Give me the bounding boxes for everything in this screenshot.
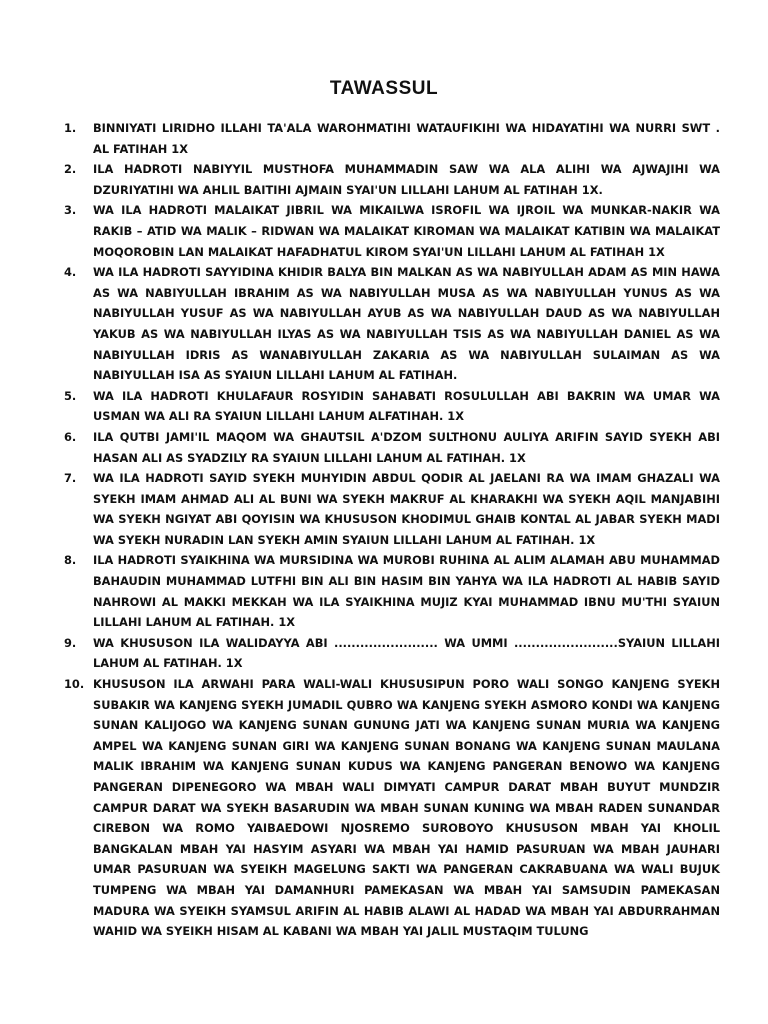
item-text: BINNIYATI LIRIDHO ILLAHI TA'ALA WAROHMATIHI WATAUFIKIHI WA HIDAYATIHI WA NURRI SWT . AL FATIHAH 1X bbox=[93, 121, 720, 156]
item-text: WA ILA HADROTI SAYID SYEKH MUHYIDIN ABDUL QODIR AL JAELANI RA WA IMAM GHAZALI WA SYEKH IMAM AHMAD ALI AL BUNI WA SYEKH MAKRUF AL KHARAKHI WA SYEKH AQIL MANJABIHI WA SYEKH NGIYAT ABI QOYISIN WA KHUSUSON KHODIMUL GHAIB KONTAL AL JABAR SYEKH MADI WA SYEKH NURADIN LAN SYEKH AMIN SYAIUN LILLAHI LAHUM AL FATIHAH. 1X bbox=[93, 471, 720, 547]
list-item bbox=[64, 118, 720, 159]
list-item bbox=[64, 159, 720, 200]
list-item bbox=[64, 550, 720, 632]
item-number: 9. bbox=[64, 635, 77, 650]
list-item bbox=[64, 468, 720, 550]
list-item bbox=[64, 674, 720, 942]
item-number: 3. bbox=[64, 203, 77, 218]
list-item bbox=[64, 262, 720, 386]
item-number: 1. bbox=[64, 121, 77, 135]
item-text: WA ILA HADROTI KHULAFAUR ROSYIDIN SAHABATI ROSULULLAH ABI BAKRIN WA UMAR WA USMAN WA ALI RA SYAIUN LILLAHI LAHUM ALFATIHAH. 1X bbox=[93, 388, 720, 424]
item-number: 5. bbox=[64, 388, 77, 403]
item-text: ILA HADROTI NABIYYIL MUSTHOFA MUHAMMADIN SAW WA ALA ALIHI WA AJWAJIHI WA DZURIYATIHI WA AHLIL BAITIHI AJMAIN SYAI'UN LILLAHI LAHUM AL FATIHAH 1X. bbox=[93, 162, 720, 197]
item-number: 2. bbox=[64, 162, 77, 177]
tawassul-list bbox=[64, 118, 720, 942]
list-item bbox=[64, 427, 720, 468]
item-text: KHUSUSON ILA ARWAHI PARA WALI-WALI KHUSUSIPUN PORO WALI SONGO KANJENG SYEKH SUBAKIR WA KANJENG SYEKH JUMADIL QUBRO WA KANJENG SYEKH ASMORO KONDI WA KANJENG SUNAN KALIJOGO WA KANJENG SUNAN GUNUNG JATI WA KANJENG SUNAN MURIA WA KANJENG AMPEL WA KANJENG SUNAN GIRI WA KANJENG SUNAN BONANG WA KANJENG SUNAN MAULANA MALIK IBRAHIM WA KANJENG SUNAN KUDUS WA KANJENG PANGERAN BENOWO WA KANJENG PANGERAN DIPENEGORO WA MBAH WALI DIMYATI CAMPUR DARAT MBAH BUYUT MUNDZIR CAMPUR DARAT WA SYEKH BASARUDIN WA MBAH SUNAN KUNING WA MBAH RADEN SUNANDAR CIREBON WA ROMO YAIBAEDOWI NJOSREMO SUROBOYO KHUSUSON MBAH YAI KHOLIL BANGKALAN MBAH YAI HASYIM ASYARI WA MBAH YAI HAMID PASURUAN WA MBAH JAUHARI UMAR PASURUAN WA SYEIKH MAGELUNG SAKTI WA PANGERAN CAKRABUANA WA WALI BUJUK TUMPENG WA MBAH YAI DAMANHURI PAMEKASAN WA MBAH YAI SAMSUDIN PAMEKASAN MADURA WA SYEIKH SYAMSUL ARIFIN AL HABIB ALAWI AL HADAD WA MBAH YAI ABDURRAHMAN WAHID WA SYEIKH HISAM AL KABANI WA MBAH YAI JALIL MUSTAQIM TULUNG bbox=[93, 677, 720, 939]
item-text: ILA QUTBI JAMI'IL MAQOM WA GHAUTSIL A'DZOM SULTHONU AULIYA ARIFIN SAYID SYEKH ABI HASAN ALI AS SYADZILY RA SYAIUN LILLAHI LAHUM AL FATIHAH. 1X bbox=[93, 429, 720, 465]
item-text: WA ILA HADROTI SAYYIDINA KHIDIR BALYA BIN MALKAN AS WA NABIYULLAH ADAM AS MIN HAWA AS WA NABIYULLAH IBRAHIM AS WA NABIYULLAH MUSA AS WA NABIYULLAH YUNUS AS WA NABIYULLAH YUSUF AS WA NABIYULLAH AYUB AS WA NABIYULLAH DAUD AS WA NABIYULLAH YAKUB AS WA NABIYULLAH ILYAS AS WA NABIYULLAH TSIS AS WA NABIYULLAH DANIEL AS WA NABIYULLAH IDRIS AS WANABIYULLAH ZAKARIA AS WA NABIYULLAH SULAIMAN AS WA NABIYULLAH ISA AS SYAIUN LILLAHI LAHUM AL FATIHAH. bbox=[93, 265, 720, 383]
item-number: 8. bbox=[64, 553, 77, 568]
list-item bbox=[64, 200, 720, 262]
document-title: TAWASSUL bbox=[329, 78, 439, 99]
item-number: 6. bbox=[64, 429, 77, 444]
item-number: 4. bbox=[64, 265, 77, 280]
item-number: 7. bbox=[64, 471, 77, 486]
item-text: WA KHUSUSON ILA WALIDAYYA ABI ........................ WA UMMI ........................SYAIUN LILLAHI LAHUM AL FATIHAH. 1X bbox=[93, 635, 720, 671]
item-text: WA ILA HADROTI MALAIKAT JIBRIL WA MIKAILWA ISROFIL WA IJROIL WA MUNKAR-NAKIR WA RAKIB – ATID WA MALIK – RIDWAN WA MALAIKAT KIROMAN WA MALAIKAT KATIBIN WA MALAIKAT MOQOROBIN LAN MALAIKAT HAFADHATUL KIROM SYAI'UN LILLAHI LAHUM AL FATIHAH 1X bbox=[93, 203, 720, 259]
list-item bbox=[64, 633, 720, 674]
item-number: 10. bbox=[64, 677, 85, 692]
item-text: ILA HADROTI SYAIKHINA WA MURSIDINA WA MUROBI RUHINA AL ALIM ALAMAH ABU MUHAMMAD BAHAUDIN MUHAMMAD LUTFHI BIN ALI BIN HASIM BIN YAHYA WA ILA HADROTI AL HABIB SAYID NAHROWI AL MAKKI MEKKAH WA ILA SYAIKHINA MUJIZ KYAI MUHAMMAD IBNU MU'THI SYAIUN LILLAHI LAHUM AL FATIHAH. 1X bbox=[93, 553, 720, 630]
list-item bbox=[64, 386, 720, 427]
